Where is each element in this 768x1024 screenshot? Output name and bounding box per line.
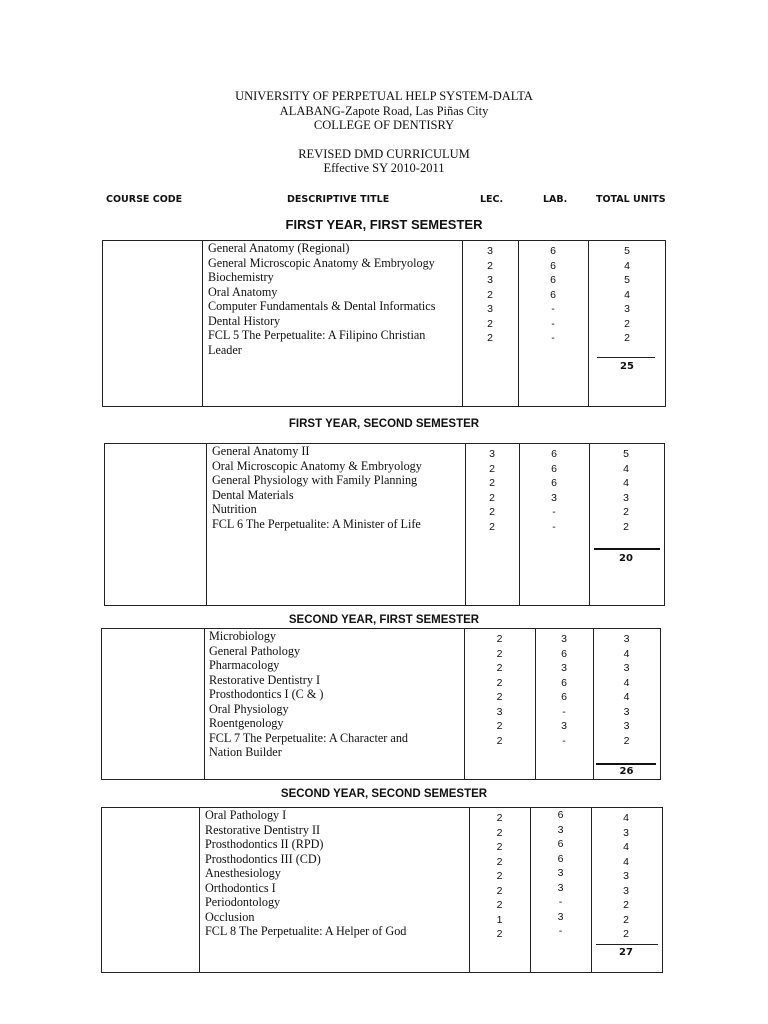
course-title: General Anatomy II (212, 444, 310, 458)
unit-values (591, 811, 661, 942)
lab-value: 3 (561, 662, 567, 674)
course-title: Prosthodontics III (CD) (205, 851, 321, 866)
course-title: Orthodontics I (205, 880, 276, 895)
total-units: 25 (620, 361, 634, 372)
unit-values (588, 244, 666, 346)
unit-value: 4 (624, 259, 630, 272)
lab-value: 6 (551, 462, 557, 475)
unit-value: 5 (624, 274, 630, 286)
lec-value: 2 (496, 734, 503, 747)
lab-value: - (552, 506, 556, 518)
lec-value: 2 (496, 812, 503, 824)
lab-value: 6 (550, 259, 556, 272)
lec-values (464, 632, 535, 748)
lec-value: 2 (496, 662, 503, 674)
unit-value: 4 (623, 676, 630, 689)
semester-title: FIRST YEAR, SECOND SEMESTER (288, 418, 480, 430)
col-descriptive-title: DESCRIPTIVE TITLE (287, 194, 390, 205)
lec-value: 3 (487, 245, 493, 257)
course-titles (209, 629, 429, 760)
course-title: General Anatomy (Regional) (208, 241, 350, 255)
curriculum-title: REVISED DMD CURRICULUM (298, 146, 470, 161)
col-course-code: COURSE CODE (106, 194, 183, 205)
column-headers (0, 194, 768, 208)
lec-value: 2 (487, 288, 493, 301)
course-title: Prosthodontics II (RPD) (205, 837, 324, 851)
lec-value: 2 (496, 676, 503, 689)
lab-value: - (562, 705, 566, 718)
course-title: FCL 5 The Perpetualite: A Filipino Christian Leader (208, 328, 426, 357)
lec-values (465, 447, 519, 534)
unit-value: 4 (624, 288, 630, 301)
course-title: Biochemistry (208, 270, 274, 284)
total-units: 20 (619, 553, 633, 564)
course-titles (212, 444, 462, 531)
total-units: 27 (619, 947, 633, 958)
total-units: 26 (619, 766, 634, 777)
lab-value: - (558, 925, 563, 937)
col-lab: LAB. (543, 194, 568, 205)
lab-value: 6 (551, 477, 557, 489)
unit-value: 4 (623, 477, 629, 489)
semester-table (101, 807, 663, 973)
course-title: Dental Materials (212, 487, 294, 502)
course-title: Pharmacology (209, 658, 280, 672)
course-title: Periodontology (205, 895, 281, 909)
unit-value: 2 (623, 899, 629, 911)
lec-value: 1 (496, 913, 503, 926)
lec-value: 2 (496, 691, 503, 703)
lab-value: 6 (557, 852, 564, 865)
effective-year: Effective SY 2010-2011 (323, 161, 445, 175)
unit-value: 2 (624, 317, 630, 330)
lec-value: 2 (496, 647, 503, 660)
lab-value: 6 (551, 448, 557, 460)
lec-value: 2 (487, 332, 493, 344)
course-title: Microbiology (209, 629, 277, 643)
lab-value: - (552, 520, 556, 533)
unit-value: 3 (623, 884, 629, 897)
course-title: Prosthodontics I (C & ) (209, 687, 324, 701)
unit-value: 5 (623, 448, 629, 460)
unit-values (589, 447, 663, 534)
lec-value: 2 (496, 841, 503, 853)
lab-value: 3 (557, 910, 564, 923)
course-title: Nutrition (212, 502, 257, 516)
university-address: ALABANG-Zapote Road, Las Piñas City (279, 103, 489, 118)
course-title: Oral Pathology I (205, 808, 287, 822)
unit-value: 4 (623, 462, 629, 475)
lab-value: 6 (550, 245, 556, 257)
lec-value: 2 (487, 317, 493, 330)
unit-value: 4 (623, 691, 630, 703)
lec-value: 3 (487, 303, 493, 315)
course-title: Anesthesiology (205, 866, 281, 880)
lab-value: - (551, 303, 555, 315)
unit-value: 3 (624, 303, 630, 315)
lab-value: - (562, 734, 566, 747)
course-title: Oral Microscopic Anatomy & Embryology (212, 458, 422, 473)
unit-value: 3 (623, 826, 629, 839)
lec-values (462, 244, 518, 346)
lab-value: 6 (557, 809, 564, 821)
course-title: Computer Fundamentals & Dental Informatics (208, 299, 436, 313)
lec-value: 2 (496, 633, 503, 645)
document-header (0, 89, 768, 176)
lec-value: 2 (496, 928, 503, 940)
unit-value: 4 (623, 841, 629, 853)
course-title: General Microscopic Anatomy & Embryology (208, 255, 435, 270)
course-title: Dental History (208, 313, 281, 328)
unit-value: 5 (624, 245, 630, 257)
lec-value: 2 (496, 826, 503, 839)
course-title: FCL 6 The Perpetualite: A Minister of Life (212, 516, 421, 531)
course-title: Oral Physiology (209, 701, 289, 716)
course-titles (208, 241, 458, 357)
col-total-units: TOTAL UNITS (596, 194, 666, 205)
unit-value: 2 (624, 332, 630, 344)
lec-value: 2 (489, 462, 495, 475)
lab-value: - (551, 317, 555, 330)
course-title: Oral Anatomy (208, 284, 278, 299)
course-title: General Physiology with Family Planning (212, 473, 418, 487)
lab-values (530, 808, 591, 939)
total-rule (597, 357, 655, 358)
course-title: FCL 8 The Perpetualite: A Helper of God (205, 924, 407, 938)
college-name: COLLEGE OF DENTISRY (313, 118, 455, 132)
lab-values (518, 244, 588, 346)
unit-value: 2 (623, 520, 629, 533)
lab-values (535, 632, 593, 748)
lec-value: 2 (489, 506, 495, 518)
lab-value: 6 (550, 274, 556, 286)
unit-value: 2 (623, 506, 629, 518)
lab-values (519, 447, 589, 534)
lec-value: 3 (496, 705, 503, 718)
lab-value: - (558, 896, 563, 908)
unit-value: 2 (623, 928, 629, 940)
unit-value: 3 (623, 720, 630, 732)
unit-value: 2 (623, 734, 630, 747)
semester-title: SECOND YEAR, FIRST SEMESTER (288, 614, 480, 626)
semester-table (102, 240, 666, 407)
lab-value: 3 (561, 633, 567, 645)
unit-value: 4 (623, 855, 629, 868)
lec-value: 3 (489, 448, 495, 460)
unit-value: 3 (623, 870, 629, 882)
lab-value: 3 (551, 491, 557, 504)
course-titles (205, 808, 465, 939)
course-title: Restorative Dentistry I (209, 672, 321, 687)
lab-value: 6 (561, 647, 567, 660)
course-title: Roentgenology (209, 716, 284, 730)
unit-value: 3 (623, 491, 629, 504)
semester-title: SECOND YEAR, SECOND SEMESTER (280, 788, 488, 800)
semester-title: FIRST YEAR, FIRST SEMESTER (285, 217, 483, 232)
lec-value: 2 (489, 520, 495, 533)
lab-value: 6 (550, 288, 556, 301)
unit-value: 3 (623, 633, 630, 645)
semester-table (104, 443, 665, 606)
course-title: Occlusion (205, 909, 255, 924)
lec-value: 2 (496, 720, 503, 732)
semester-table (101, 628, 661, 780)
lec-value: 2 (496, 884, 503, 897)
unit-value: 3 (623, 662, 630, 674)
course-title: FCL 7 The Perpetualite: A Character and Nation Builder (209, 730, 409, 759)
lec-value: 3 (487, 274, 493, 286)
lec-values (469, 811, 530, 942)
lec-value: 2 (496, 870, 503, 882)
lab-value: 6 (557, 838, 564, 850)
total-rule (596, 763, 656, 765)
lab-value: 3 (557, 881, 564, 894)
unit-values (593, 632, 660, 748)
lec-value: 2 (489, 491, 495, 504)
unit-value: 4 (623, 647, 630, 660)
lab-value: 6 (561, 691, 567, 703)
course-title: General Pathology (209, 643, 301, 658)
unit-value: 3 (623, 705, 630, 718)
lec-value: 2 (489, 477, 495, 489)
unit-value: 4 (623, 812, 629, 824)
lab-value: 3 (557, 867, 564, 879)
lec-value: 2 (496, 855, 503, 868)
unit-value: 2 (623, 913, 629, 926)
lab-value: - (551, 332, 555, 344)
lab-value: 6 (561, 676, 567, 689)
total-rule (594, 548, 660, 550)
course-title: Restorative Dentistry II (205, 822, 321, 837)
lec-value: 2 (487, 259, 493, 272)
university-name: UNIVERSITY OF PERPETUAL HELP SYSTEM-DALTA (235, 89, 533, 103)
col-lec: LEC. (480, 194, 504, 205)
lec-value: 2 (496, 899, 503, 911)
lab-value: 3 (557, 823, 564, 836)
total-rule (596, 944, 658, 945)
lab-value: 3 (561, 720, 567, 732)
